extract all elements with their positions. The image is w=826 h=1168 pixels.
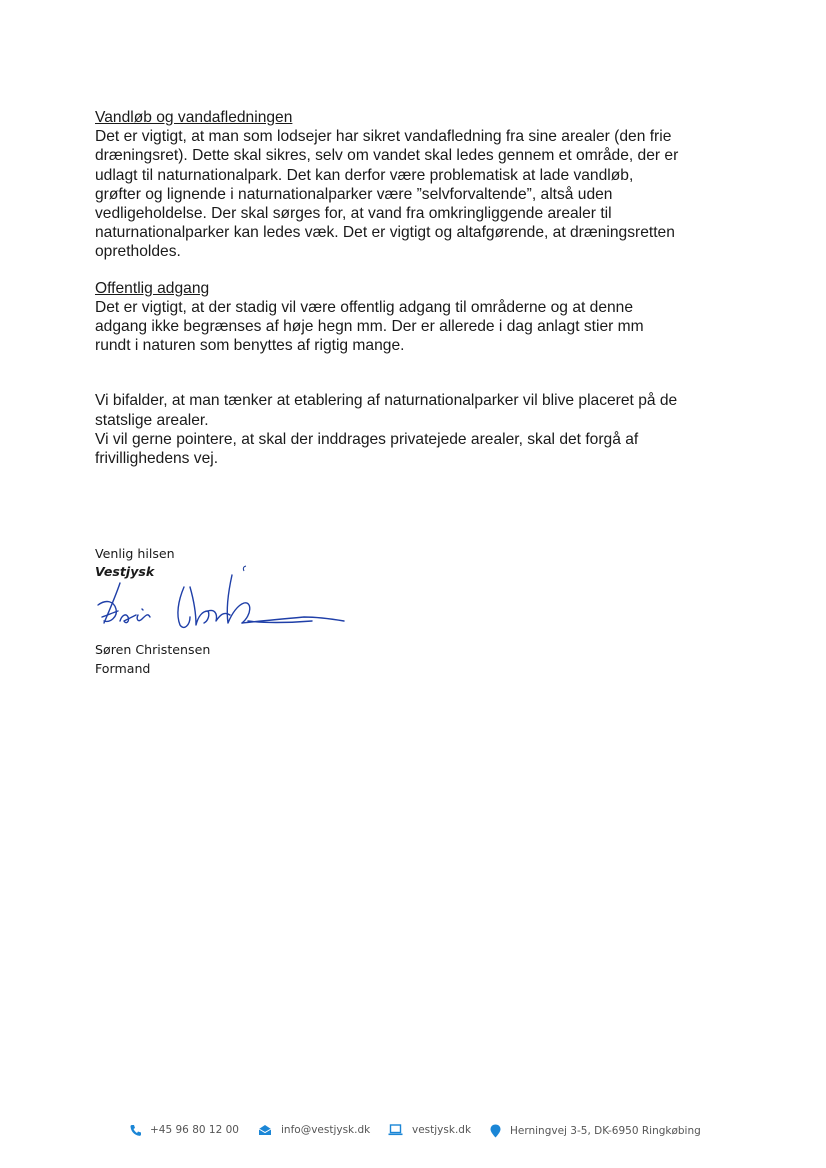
laptop-icon	[388, 1124, 403, 1136]
footer-phone-text: +45 96 80 12 00	[150, 1124, 239, 1136]
signatory-title: Formand	[95, 661, 151, 676]
section-heading-vandlob: Vandløb og vandafledningen	[95, 109, 293, 126]
signatory-block	[95, 640, 210, 678]
contact-footer	[130, 1124, 750, 1144]
closing-line: Vi vil gerne pointere, at skal der inddrages privatejede arealer, skal det forgå af	[95, 430, 639, 448]
body-line: naturnationalparker kan ledes væk. Det er vigtigt og altafgørende, at dræningsretten	[95, 224, 675, 242]
body-line: adgang ikke begrænses af høje hegn mm. Der er allerede i dag anlagt stier mm	[95, 318, 644, 336]
footer-address	[490, 1124, 701, 1138]
email-icon	[258, 1124, 272, 1136]
signoff-greeting: Venlig hilsen	[95, 546, 175, 561]
body-line: rundt i naturen som benyttes af rigtig mange.	[95, 337, 405, 355]
body-line: Det er vigtigt, at man som lodsejer har sikret vandafledning fra sine arealer (den frie	[95, 128, 672, 146]
body-line: dræningsret). Dette skal sikres, selv om vandet skal ledes gennem et område, der er	[95, 147, 679, 165]
handwritten-signature	[92, 565, 352, 637]
body-line: grøfter og lignende i naturnationalparker være ”selvforvaltende”, altså uden	[95, 185, 613, 203]
signatory-name: Søren Christensen	[95, 642, 211, 657]
footer-website	[388, 1124, 471, 1136]
closing-line: statslige arealer.	[95, 411, 209, 429]
footer-email-text: info@vestjysk.dk	[281, 1124, 371, 1136]
body-line: udlagt til naturnationalpark. Det kan derfor være problematisk at lade vandløb,	[95, 166, 634, 184]
footer-address-text: Herningvej 3-5, DK-6950 Ringkøbing	[510, 1125, 701, 1137]
footer-website-text: vestjysk.dk	[412, 1124, 472, 1136]
signoff-organization: Vestjysk	[95, 564, 155, 579]
closing-line: frivillighedens vej.	[95, 450, 219, 468]
body-line: opretholdes.	[95, 243, 181, 261]
body-line: Det er vigtigt, at der stadig vil være offentlig adgang til områderne og at denne	[95, 298, 634, 316]
footer-email	[258, 1124, 370, 1136]
location-pin-icon	[490, 1124, 501, 1138]
footer-phone	[130, 1124, 239, 1136]
section-heading-offentlig-adgang: Offentlig adgang	[95, 279, 210, 297]
body-line: vedligeholdelse. Der skal sørges for, at vand fra omkringliggende arealer til	[95, 205, 612, 223]
phone-icon	[130, 1124, 141, 1136]
closing-line: Vi bifalder, at man tænker at etablering af naturnationalparker vil blive placeret på de	[95, 392, 678, 410]
letter-body	[95, 108, 735, 468]
